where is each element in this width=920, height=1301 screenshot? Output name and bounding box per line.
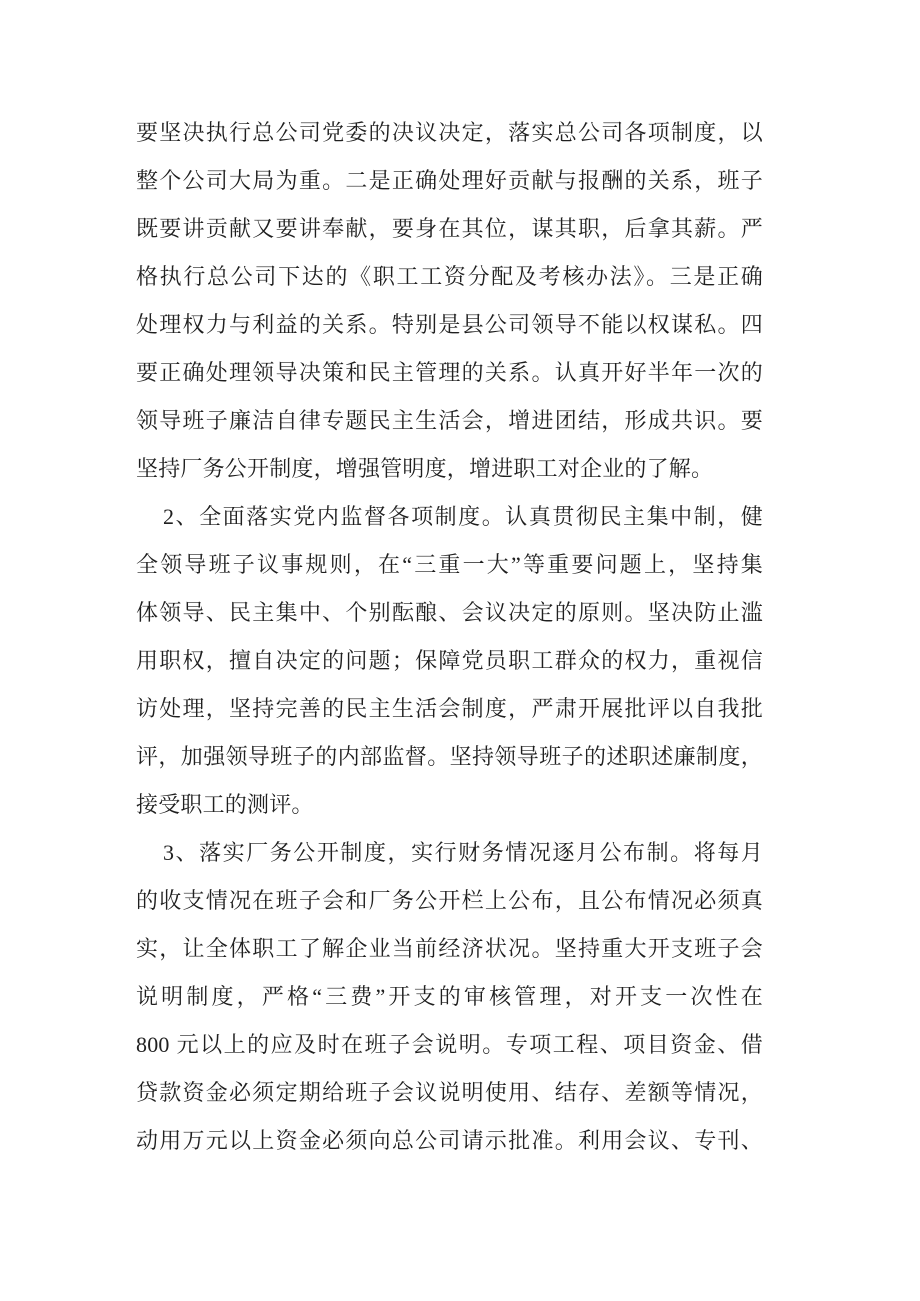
text-line: 领导班子廉洁自律专题民主生活会，增进团结，形成共识。要 — [136, 408, 763, 433]
text-line: 要坚决执行总公司党委的决议决定，落实总公司各项制度，以 — [136, 120, 763, 145]
text-line: 动用万元以上资金必须向总公司请示批准。利用会议、专刊、 — [136, 1128, 763, 1153]
text-line: 访处理，坚持完善的民主生活会制度，严肃开展批评以自我批 — [136, 696, 763, 721]
text-line: 实，让全体职工了解企业当前经济状况。坚持重大开支班子会 — [136, 936, 763, 961]
text-line: 的收支情况在班子会和厂务公开栏上公布，且公布情况必须真 — [136, 888, 763, 913]
text-line: 格执行总公司下达的《职工工资分配及考核办法》。三是正确 — [136, 264, 763, 289]
text-line: 坚持厂务公开制度，增强管明度，增进职工对企业的了解。 — [136, 456, 714, 481]
text-line: 要正确处理领导决策和民主管理的关系。认真开好半年一次的 — [136, 360, 763, 385]
text-line: 3、落实厂务公开制度，实行财务情况逐月公布制。将每月 — [163, 840, 763, 865]
text-line: 说明制度，严格“三费”开支的审核管理，对开支一次性在 — [136, 984, 763, 1009]
text-line: 800 元以上的应及时在班子会说明。专项工程、项目资金、借 — [136, 1032, 763, 1057]
text-line: 全领导班子议事规则，在“三重一大”等重要问题上，坚持集 — [136, 552, 763, 577]
text-line: 体领导、民主集中、个别酝酿、会议决定的原则。坚决防止滥 — [136, 600, 763, 625]
text-line: 整个公司大局为重。二是正确处理好贡献与报酬的关系，班子 — [136, 168, 763, 193]
text-line: 处理权力与利益的关系。特别是县公司领导不能以权谋私。四 — [136, 312, 763, 337]
text-line: 2、全面落实党内监督各项制度。认真贯彻民主集中制，健 — [163, 504, 763, 529]
text-line: 接受职工的测评。 — [136, 792, 314, 817]
text-line: 贷款资金必须定期给班子会议说明使用、结存、差额等情况， — [136, 1080, 763, 1105]
paragraph-1 — [136, 109, 763, 493]
paragraph-2 — [136, 493, 763, 829]
text-line: 用职权，擅自决定的问题；保障党员职工群众的权力，重视信 — [136, 648, 763, 673]
paragraph-3 — [136, 829, 763, 1165]
text-line: 既要讲贡献又要讲奉献，要身在其位，谋其职，后拿其薪。严 — [136, 216, 763, 241]
text-line: 评，加强领导班子的内部监督。坚持领导班子的述职述廉制度， — [136, 744, 763, 769]
